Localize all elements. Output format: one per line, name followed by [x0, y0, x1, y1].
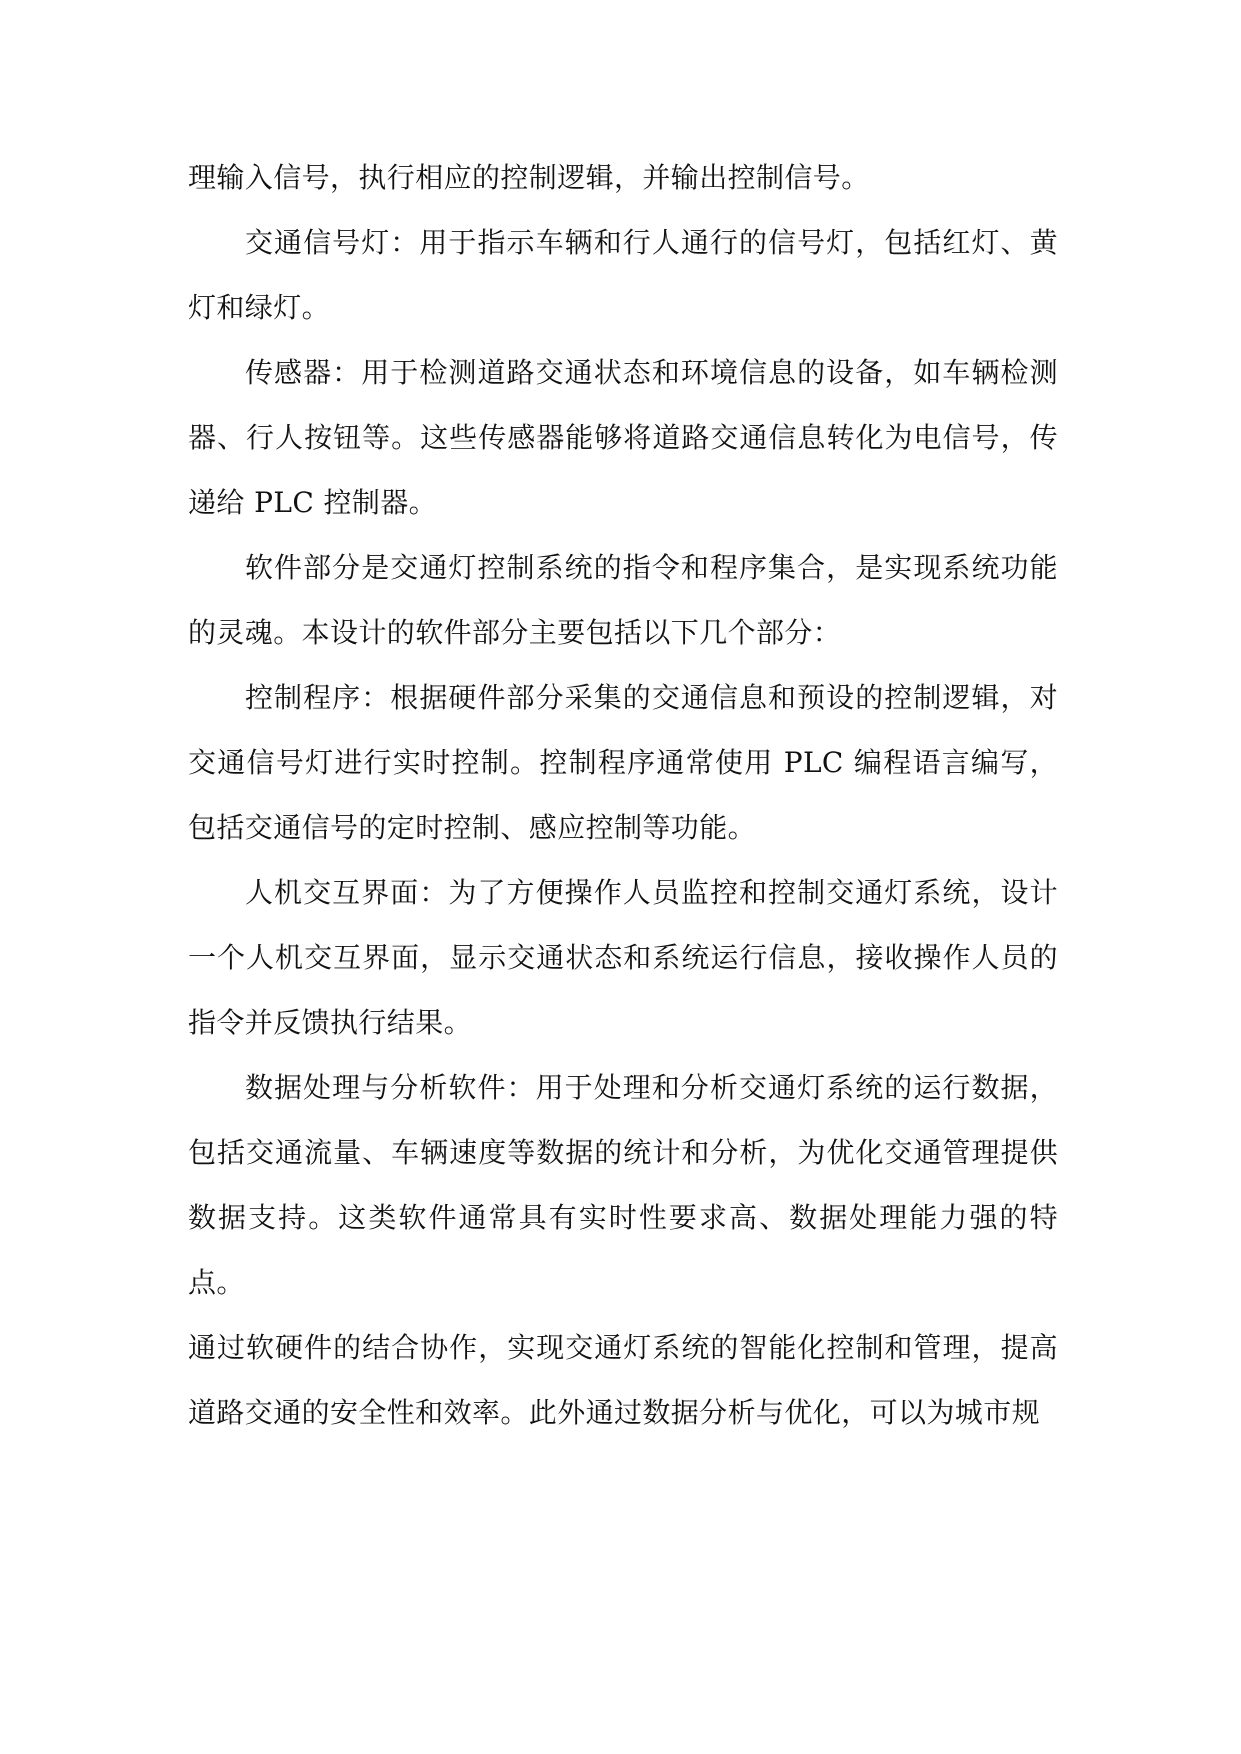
paragraph-hmi: 人机交互界面：为了方便操作人员监控和控制交通灯系统，设计一个人机交互界面，显示交通状态和系统运行信息，接收操作人员的指令并反馈执行结果。 [188, 876, 1058, 1039]
paragraph-conclusion: 通过软硬件的结合协作，实现交通灯系统的智能化控制和管理，提高道路交通的安全性和效率。此外通过数据分析与优化，可以为城市规 [188, 1331, 1058, 1429]
paragraph-data-analysis: 数据处理与分析软件：用于处理和分析交通灯系统的运行数据，包括交通流量、车辆速度等数据的统计和分析，为优化交通管理提供数据支持。这类软件通常具有实时性要求高、数据处理能力强的特点。 [188, 1071, 1058, 1299]
paragraph-sensors: 传感器：用于检测道路交通状态和环境信息的设备，如车辆检测器、行人按钮等。这些传感器能够将道路交通信息转化为电信号，传递给 PLC 控制器。 [188, 356, 1058, 519]
paragraph-control-program: 控制程序：根据硬件部分采集的交通信息和预设的控制逻辑，对交通信号灯进行实时控制。控制程序通常使用 PLC 编程语言编写，包括交通信号的定时控制、感应控制等功能。 [188, 681, 1058, 844]
paragraph-continuation: 理输入信号，执行相应的控制逻辑，并输出控制信号。 [188, 161, 870, 194]
document-body [188, 145, 1058, 1445]
paragraph-software-overview: 软件部分是交通灯控制系统的指令和程序集合，是实现系统功能的灵魂。本设计的软件部分主要包括以下几个部分： [188, 551, 1058, 649]
paragraph-traffic-lights: 交通信号灯：用于指示车辆和行人通行的信号灯，包括红灯、黄灯和绿灯。 [188, 226, 1058, 324]
